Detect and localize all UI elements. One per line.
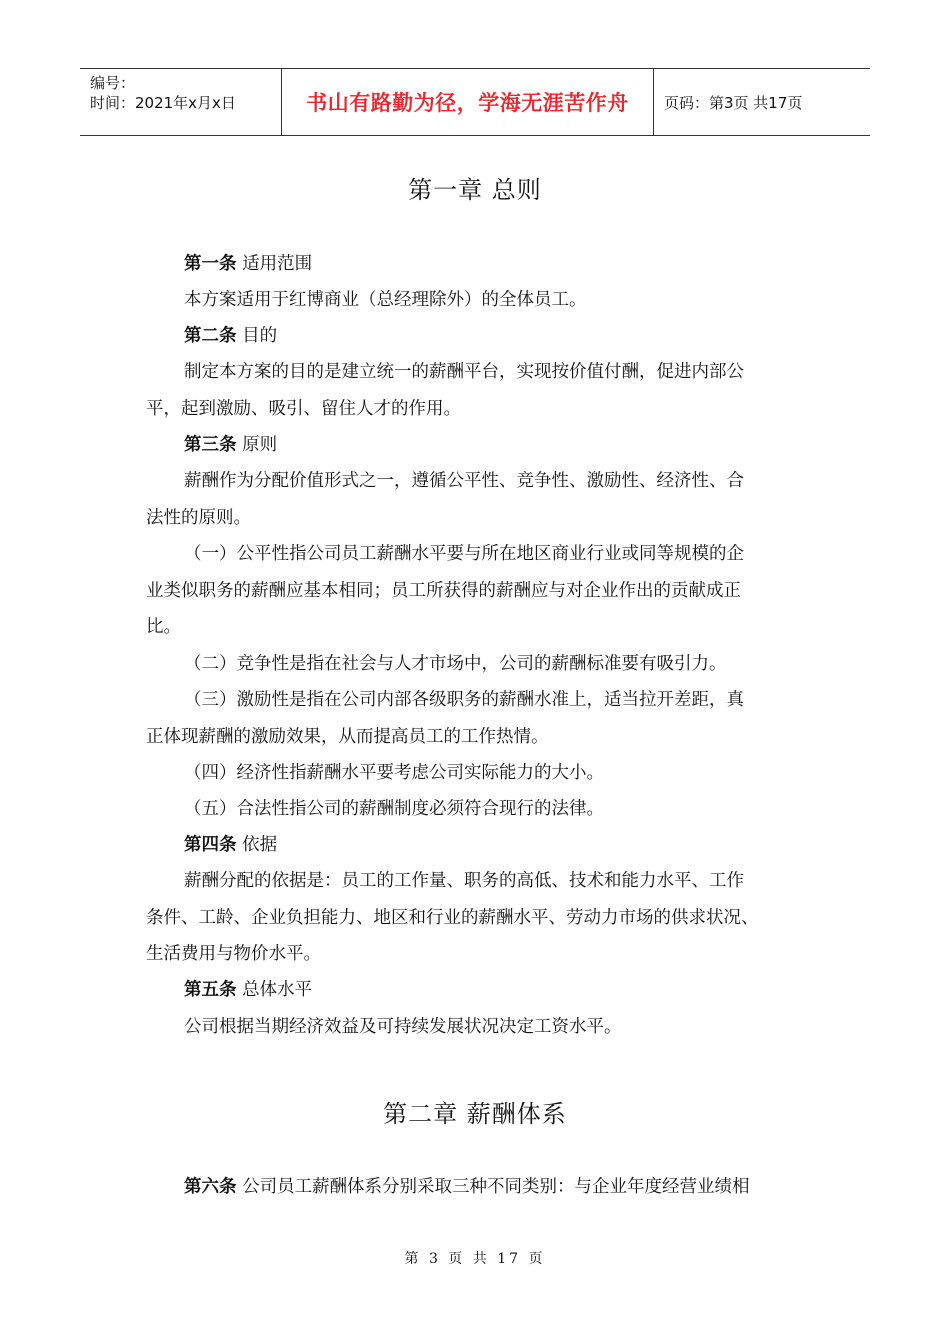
paragraph: 薪酬作为分配价值形式之一，遵循公平性、竞争性、激励性、经济性、合 [184,471,744,491]
article-4-heading [184,831,277,856]
paragraph: 平，起到激励、吸引、留住人才的作用。 [146,399,461,419]
article-4-label: 第四条 [184,835,237,855]
article-6-label: 第六条 [184,1177,237,1197]
paragraph: 薪酬分配的依据是：员工的工作量、职务的高低、技术和能力水平、工作 [184,871,744,891]
page-footer: 第 3 页 共 17 页 [404,1251,546,1267]
article-3-heading [184,431,277,456]
header-page-code-cell [654,69,870,135]
header-page-code: 页码：第3页 共17页 [664,93,803,112]
paragraph: 条件、工龄、企业负担能力、地区和行业的薪酬水平、劳动力市场的供求状况、 [146,908,759,928]
paragraph: 本方案适用于红博商业（总经理除外）的全体员工。 [184,290,587,310]
article-5-title: 总体水平 [236,980,313,1000]
article-6-heading [184,1173,750,1198]
list-item: （二）竞争性是指在社会与人才市场中，公司的薪酬标准要有吸引力。 [184,654,727,674]
list-item: （四）经济性指薪酬水平要考虑公司实际能力的大小。 [184,763,604,783]
paragraph: 法性的原则。 [146,508,251,528]
list-item: （一）公平性指公司员工薪酬水平要与所在地区商业行业或同等规模的企 [184,544,744,564]
chapter-2-title: 第二章 薪酬体系 [383,1100,567,1128]
paragraph: 公司根据当期经济效益及可持续发展状况决定工资水平。 [184,1017,622,1037]
article-5-heading [184,976,312,1001]
paragraph: 生活费用与物价水平。 [146,944,321,964]
header-doc-info [80,69,282,135]
header-motto-cell [282,69,654,135]
doc-number-label: 编号： [90,74,136,92]
article-3-label: 第三条 [184,435,237,455]
article-4-title: 依据 [236,835,278,855]
paragraph: 制定本方案的目的是建立统一的薪酬平台，实现按价值付酬，促进内部公 [184,362,744,382]
list-item: （五）合法性指公司的薪酬制度必须符合现行的法律。 [184,799,604,819]
list-item: 业类似职务的薪酬应基本相同；员工所获得的薪酬应与对企业作出的贡献成正 [146,581,741,601]
chapter-1-title: 第一章 总则 [408,176,542,204]
article-3-title: 原则 [236,435,278,455]
article-2-label: 第二条 [184,326,237,346]
list-item: 比。 [146,617,181,637]
header-motto: 书山有路勤为径，学海无涯苦作舟 [306,91,629,115]
list-item: 正体现薪酬的激励效果，从而提高员工的工作热情。 [146,727,549,747]
page-header-table [80,68,870,136]
list-item: （三）激励性是指在公司内部各级职务的薪酬水准上，适当拉开差距，真 [184,690,744,710]
article-2-title: 目的 [236,326,278,346]
doc-time-label: 时间：2021年x月x日 [90,94,236,112]
article-5-label: 第五条 [184,980,237,1000]
article-1-label: 第一条 [184,254,237,274]
article-1-heading [184,250,312,275]
article-2-heading [184,322,277,347]
article-6-text: 公司员工薪酬体系分别采取三种不同类别：与企业年度经营业绩相 [236,1177,750,1197]
article-1-title: 适用范围 [236,254,313,274]
